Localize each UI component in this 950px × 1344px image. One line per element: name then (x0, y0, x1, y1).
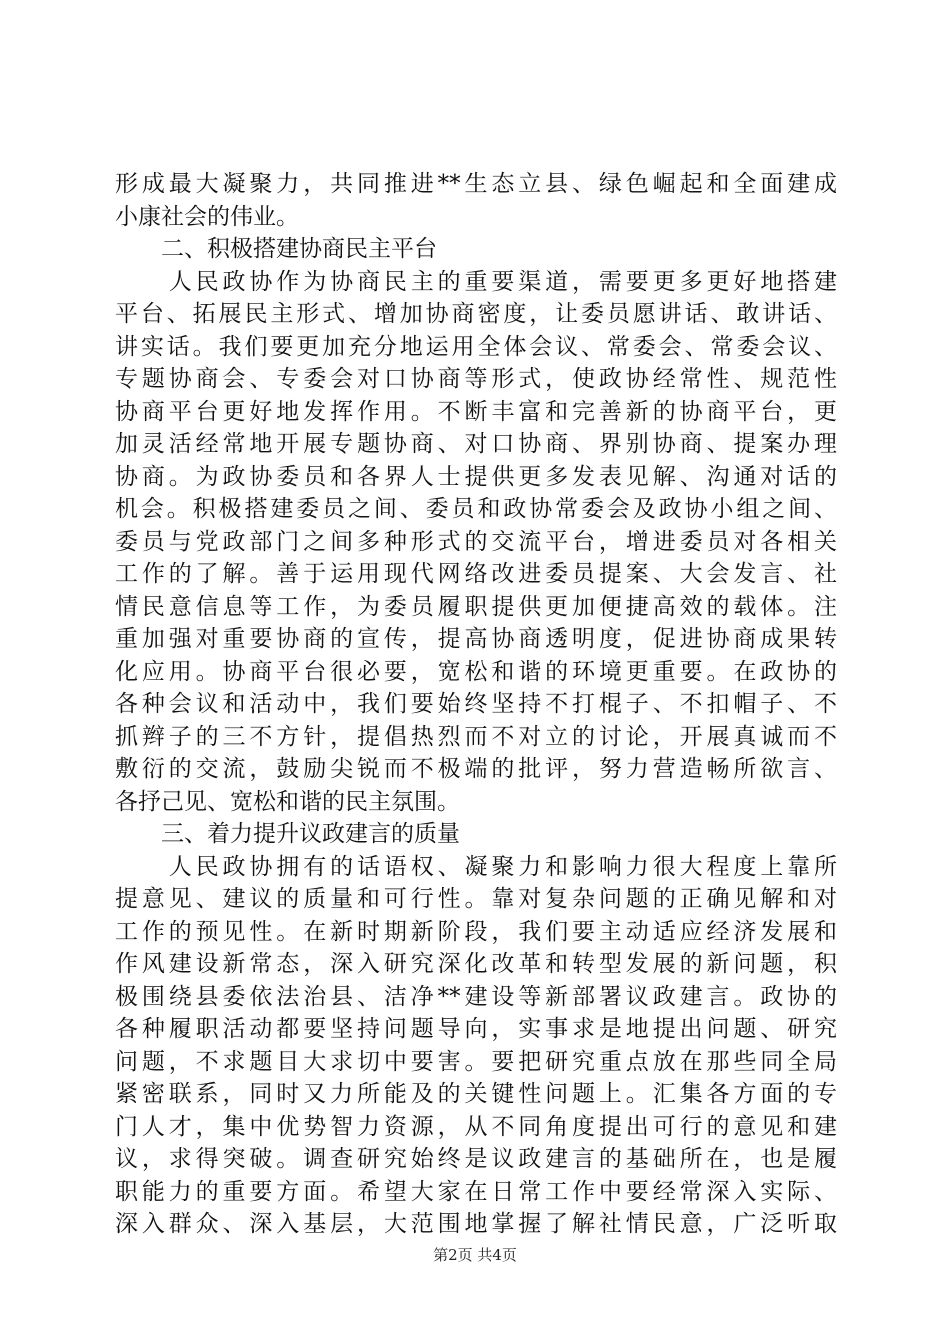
text-line: 深入群众、深入基层，大范围地掌握了解社情民意，广泛听取 (115, 1211, 837, 1237)
text-line: 问题，不求题目大求切中要害。要把研究重点放在那些同全局 (115, 1048, 837, 1075)
text-line: 形成最大凝聚力，共同推进**生态立县、绿色崛起和全面建成 (115, 171, 837, 197)
text-line: 作风建设新常态，深入研究深化改革和转型发展的新问题，积 (115, 951, 837, 977)
document-body (115, 168, 837, 1241)
text-line: 紧密联系，同时又力所能及的关键性问题上。汇集各方面的专 (115, 1081, 837, 1107)
text-line: 职能力的重要方面。希望大家在日常工作中要经常深入实际、 (115, 1178, 837, 1205)
text-line: 重加强对重要协商的宣传，提高协商透明度，促进协商成果转 (115, 626, 837, 652)
text-line: 提意见、建议的质量和可行性。靠对复杂问题的正确见解和对 (115, 886, 837, 912)
text-line: 敷衍的交流，鼓励尖锐而不极端的批评，努力营造畅所欲言、 (115, 756, 837, 782)
section-heading: 三、着力提升议政建言的质量 (115, 821, 460, 847)
text-line: 讲实话。我们要更加充分地运用全体会议、常委会、常委会议、 (115, 333, 837, 360)
text-line: 极围绕县委依法治县、洁净**建设等新部署议政建言。政协的 (115, 983, 837, 1010)
text-line: 平台、拓展民主形式、增加协商密度，让委员愿讲话、敢讲话、 (115, 301, 837, 327)
text-line: 协商。为政协委员和各界人士提供更多发表见解、沟通对话的 (115, 463, 837, 490)
text-line: 小康社会的伟业。 (115, 203, 299, 230)
text-line: 人民政协作为协商民主的重要渠道，需要更多更好地搭建 (115, 268, 837, 295)
text-line: 专题协商会、专委会对口协商等形式，使政协经常性、规范性 (115, 366, 837, 392)
text-line: 化应用。协商平台很必要，宽松和谐的环境更重要。在政协的 (115, 658, 837, 685)
text-line: 门人才，集中优势智力资源，从不同角度提出可行的意见和建 (115, 1113, 837, 1140)
text-line: 委员与党政部门之间多种形式的交流平台，增进委员对各相关 (115, 528, 837, 555)
text-line: 机会。积极搭建委员之间、委员和政协常委会及政协小组之间、 (115, 496, 837, 522)
text-line: 人民政协拥有的话语权、凝聚力和影响力很大程度上靠所 (115, 853, 837, 880)
text-line: 情民意信息等工作，为委员履职提供更加便捷高效的载体。注 (115, 593, 837, 620)
text-line: 协商平台更好地发挥作用。不断丰富和完善新的协商平台，更 (115, 398, 837, 425)
text-line: 各种履职活动都要坚持问题导向，实事求是地提出问题、研究 (115, 1016, 837, 1042)
section-heading: 二、积极搭建协商民主平台 (115, 236, 437, 262)
text-line: 加灵活经常地开展专题协商、对口协商、界别协商、提案办理 (115, 431, 837, 457)
text-line: 各种会议和活动中，我们要始终坚持不打棍子、不扣帽子、不 (115, 691, 837, 717)
text-line: 抓辫子的三不方针，提倡热烈而不对立的讨论，开展真诚而不 (115, 723, 837, 750)
page-footer: 第2页 共4页 (433, 1246, 517, 1264)
text-line: 工作的预见性。在新时期新阶段，我们要主动适应经济发展和 (115, 918, 837, 945)
text-line: 工作的了解。善于运用现代网络改进委员提案、大会发言、社 (115, 561, 837, 587)
text-line: 各抒己见、宽松和谐的民主氛围。 (115, 788, 460, 815)
text-line: 议，求得突破。调查研究始终是议政建言的基础所在，也是履 (115, 1146, 837, 1172)
